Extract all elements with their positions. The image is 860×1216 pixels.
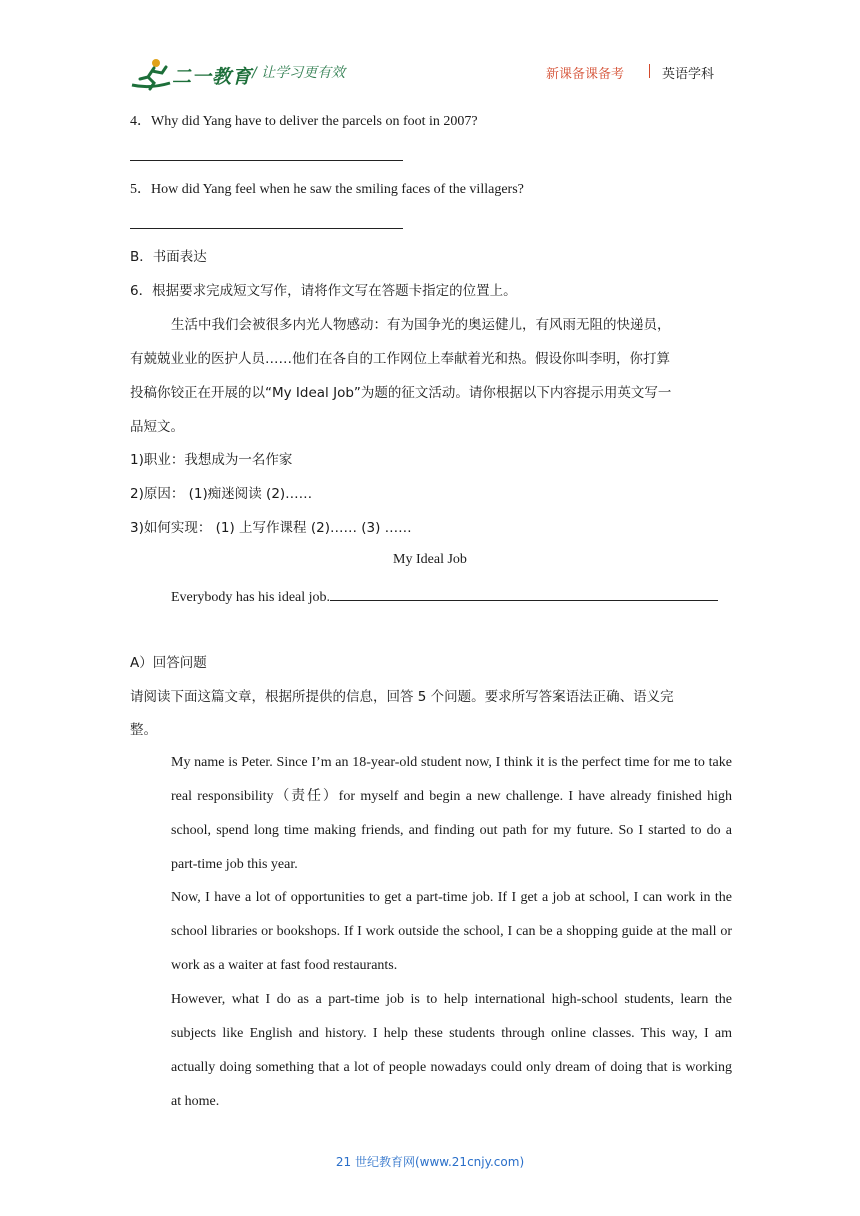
section-a-title: A）回答问题 [130,655,207,671]
page-header [0,0,860,100]
essay-title: My Ideal Job [393,552,467,567]
section-a-instruction-2: 整。 [130,722,157,738]
intro-line-1: 生活中我们会被很多内光人物感动：有为国争光的奥运健儿，有风雨无阻的快递员， [171,317,671,333]
intro-line-2: 有兢兢业业的医护人员……他们在各自的工作网位上奉献着光和热。假设你叫李明，你打算 [130,351,670,367]
answer-line-5[interactable] [130,228,403,229]
section-a-instruction-1: 请阅读下面这篇文章，根据所提供的信息，回答 5 个问题。要求所写答案语法正确、语义完 [130,689,674,705]
paragraph-text: However, what I do as a part-time job is to help international high-school students, learn the subjects like English and history. I help these students through online classes. This way, I am actually doing something that a lot of people nowadays could only dream of doing that is working at home. [171,992,732,1109]
page-footer: 21 世纪教育网(www.21cnjy.com) [335,1155,525,1169]
header-category: 新课备课备考 [546,67,625,82]
section-b-title: B．书面表达 [130,249,207,265]
question-6-prompt: 6．根据要求完成短文写作，请将作文写在答题卡指定的位置上。 [130,283,517,299]
passage-paragraph-1 [130,746,732,882]
essay-answer-blank[interactable] [330,586,718,601]
header-divider [649,64,650,78]
answer-line-4[interactable] [130,160,403,161]
question-4: 4．Why did Yang have to deliver the parcels on foot in 2007? [130,114,478,129]
point-2: 2)原因： (1)痴迷阅读 (2)…… [130,486,313,502]
brand-logo-text: 二一教育 [172,67,253,88]
intro-line-3: 投稿你铰正在开展的以“My Ideal Job”为题的征文活动。请你根据以下内容提示用英文写一 [130,385,672,401]
question-5: 5．How did Yang feel when he saw the smiling faces of the villagers? [130,182,524,197]
essay-start-line [171,586,718,608]
intro-line-4: 品短文。 [130,419,184,435]
point-1: 1)职业：我想成为一名作家 [130,452,293,468]
header-subject: 英语学科 [662,67,715,82]
paragraph-text: My name is Peter. Since I’m an 18-year-old student now, I think it is the perfect time for me to take real responsibility（责任）for myself and begin a new challenge. I have already finished high school, spend long time making friends, and finding out path for my future. So I started to do a part-time job this year. [171,755,732,872]
passage-paragraph-2 [130,881,732,983]
point-3: 3)如何实现： (1) 上写作课程 (2)…… (3) …… [130,520,412,536]
essay-opening-sentence: Everybody has his ideal job. [171,590,331,605]
paragraph-text: Now, I have a lot of opportunities to get a part-time job. If I get a job at school, I can work in the school libraries or bookshops. If I work outside the school, I can be a shopping guide at the mall or work as a waiter at fast food restaurants. [171,890,732,973]
header-slogan: / 让学习更有效 [252,65,346,81]
passage-paragraph-3 [130,983,732,1119]
